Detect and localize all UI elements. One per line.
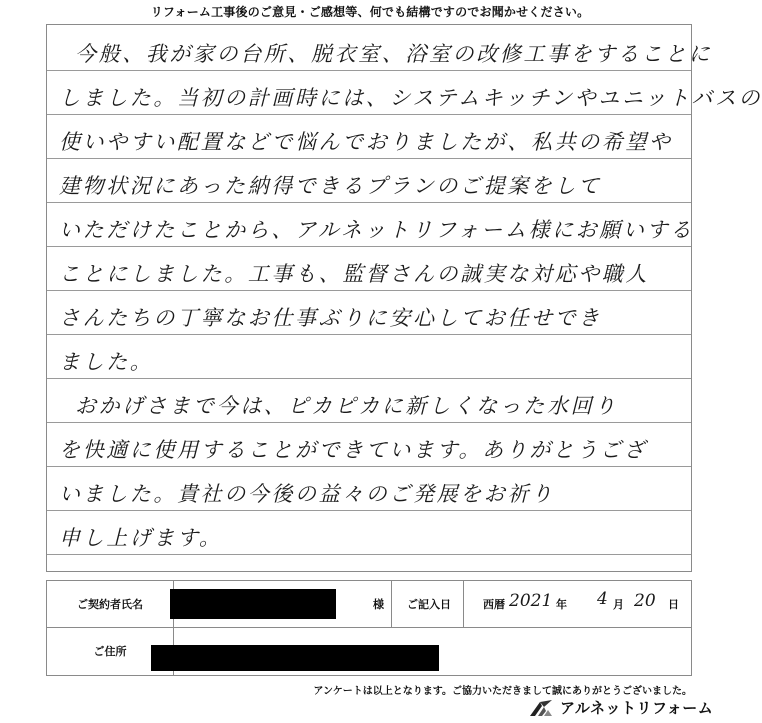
day-value: 20	[634, 591, 656, 611]
brand-name: アルネットリフォーム	[560, 699, 714, 717]
sama-honorific: 様	[373, 598, 384, 611]
comment-line: 使いやすい配置などで悩んでおりましたが、私共の希望や	[59, 130, 673, 154]
company-logo	[528, 697, 713, 718]
comment-line: しました。当初の計画時には、システムキッチンやユニットバスの	[59, 86, 762, 110]
ruled-line	[47, 378, 691, 379]
divider	[391, 581, 392, 627]
comment-line: ことにしました。工事も、監督さんの誠実な対応や職人	[59, 262, 649, 286]
ruled-line	[47, 246, 691, 247]
year-unit: 年	[556, 598, 567, 611]
month-unit: 月	[613, 598, 624, 611]
ruled-line	[47, 202, 691, 203]
handwritten-comment-area	[46, 24, 762, 572]
contract-info-form	[46, 580, 692, 676]
ruled-line	[47, 510, 691, 511]
survey-closing-note: アンケートは以上となります。ご協力いただきまして誠にありがとうございました。	[313, 686, 692, 697]
comment-line: 建物状況にあった納得できるプランのご提案をして	[59, 174, 602, 198]
era-label: 西暦	[483, 598, 505, 611]
comment-line: おかげさまで今は、ピカピカに新しくなった水回り	[75, 394, 618, 418]
address-row	[47, 627, 691, 675]
brand-mark-icon	[528, 698, 554, 718]
survey-header: リフォーム工事後のご意見・ご感想等、何でも結構ですのでお聞かせください。	[150, 5, 590, 19]
year-value: 2021	[509, 591, 553, 611]
comment-line: 申し上げます。	[59, 526, 223, 550]
divider	[463, 581, 464, 627]
address-label: ご住所	[47, 627, 174, 675]
month-value: 4	[597, 589, 608, 609]
comment-line: ました。	[59, 350, 154, 374]
ruled-line	[47, 290, 691, 291]
comment-line: さんたちの丁寧なお仕事ぶりに安心してお任せでき	[59, 306, 602, 330]
day-unit: 日	[668, 598, 679, 611]
name-row	[47, 581, 691, 628]
comment-line: を快適に使用することができています。ありがとうござ	[59, 438, 648, 462]
date-label: ご記入日	[407, 598, 451, 611]
ruled-line	[47, 70, 691, 71]
ruled-line	[47, 334, 691, 335]
comment-line: いただけたことから、アルネットリフォーム様にお願いする	[59, 218, 694, 242]
ruled-line	[47, 158, 691, 159]
redacted-address	[151, 645, 439, 671]
ruled-line	[47, 466, 691, 467]
ruled-line	[47, 114, 691, 115]
name-label: ご契約者氏名	[47, 581, 174, 627]
comment-line: 今般、我が家の台所、脱衣室、浴室の改修工事をすることに	[75, 42, 713, 66]
ruled-line	[47, 554, 691, 555]
redacted-name	[170, 589, 336, 619]
ruled-line	[47, 422, 691, 423]
comment-line: いました。貴社の今後の益々のご発展をお祈り	[59, 482, 555, 506]
